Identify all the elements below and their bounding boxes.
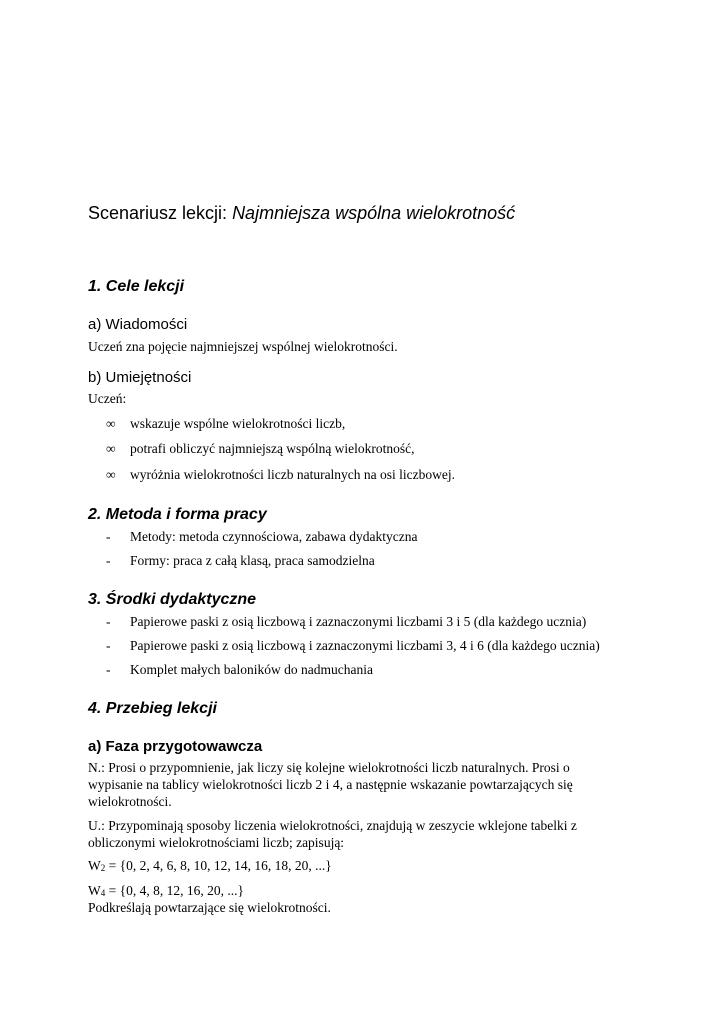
list-item-text: potrafi obliczyć najmniejszą wspólną wielokrotność, <box>130 441 415 456</box>
set-letter: W <box>88 858 101 873</box>
dash-bullet: - <box>106 638 111 653</box>
dash-bullet: - <box>106 614 111 629</box>
list-item-text: Papierowe paski z osią liczbową i zaznaczonymi liczbami 3 i 5 (dla każdego ucznia) <box>130 614 587 629</box>
set-values: = {0, 4, 8, 12, 16, 20, ...} <box>105 883 244 898</box>
bullet-infinity-icon: ∞ <box>106 416 116 431</box>
list-item <box>106 415 345 432</box>
set-subscript: 4 <box>100 888 106 898</box>
dash-bullet: - <box>106 662 111 677</box>
list-item-text: Komplet małych baloników do nadmuchania <box>130 662 373 677</box>
title-topic: Najmniejsza wspólna wielokrotność <box>232 203 516 223</box>
set-letter: W <box>88 883 101 898</box>
list-item-text: Formy: praca z całą klasą, praca samodzielna <box>130 553 375 568</box>
document-title <box>88 202 515 224</box>
list-item <box>106 613 586 630</box>
section-1a-heading: a) Wiadomości <box>88 316 188 333</box>
bullet-infinity-icon: ∞ <box>106 441 116 456</box>
dash-bullet: - <box>106 529 111 544</box>
teacher-line-3: wielokrotności. <box>88 794 172 809</box>
set-values: = {0, 2, 4, 6, 8, 10, 12, 14, 16, 18, 20, ...} <box>105 858 332 873</box>
section-4-heading: 4. Przebieg lekcji <box>88 700 217 717</box>
list-item <box>106 528 418 545</box>
set-subscript: 2 <box>100 863 106 873</box>
title-prefix: Scenariusz lekcji: <box>88 203 233 223</box>
student-line-2: obliczonymi wielokrotnościami liczb; zapisują: <box>88 835 345 850</box>
list-item <box>106 661 373 678</box>
section-1a-text: Uczeń zna pojęcie najmniejszej wspólnej wielokrotności. <box>88 339 398 354</box>
bullet-infinity-icon: ∞ <box>106 467 116 482</box>
list-item <box>106 440 415 457</box>
student-line-1: U.: Przypominają sposoby liczenia wielokrotności, znajdują w zeszycie wklejone tabelki z <box>88 818 577 833</box>
teacher-line-2: wypisanie na tablicy wielokrotności liczb 2 i 4, a następnie wskazanie powtarzających się <box>88 777 573 792</box>
list-item-text: wyróżnia wielokrotności liczb naturalnych na osi liczbowej. <box>130 467 456 482</box>
multiples-of-4 <box>88 882 648 899</box>
list-item-text: Metody: metoda czynnościowa, zabawa dydaktyczna <box>130 529 418 544</box>
section-2-heading: 2. Metoda i forma pracy <box>88 506 267 523</box>
list-item-text: wskazuje wspólne wielokrotności liczb, <box>130 416 346 431</box>
section-1-heading: 1. Cele lekcji <box>88 278 185 295</box>
section-1b-heading: b) Umiejętności <box>88 369 192 386</box>
multiples-of-2 <box>88 857 648 874</box>
section-4a-heading: a) Faza przygotowawcza <box>88 738 263 755</box>
teacher-line-1: N.: Prosi o przypomnienie, jak liczy się kolejne wielokrotności liczb naturalnych. Prosi o <box>88 760 570 775</box>
list-item <box>106 466 455 483</box>
list-item <box>106 552 375 569</box>
list-item <box>106 637 600 654</box>
section-3-heading: 3. Środki dydaktyczne <box>88 591 257 608</box>
section-1b-intro: Uczeń: <box>88 391 127 406</box>
dash-bullet: - <box>106 553 111 568</box>
list-item-text: Papierowe paski z osią liczbową i zaznaczonymi liczbami 3, 4 i 6 (dla każdego ucznia) <box>130 638 600 653</box>
closing-line: Podkreślają powtarzające się wielokrotności. <box>88 900 331 915</box>
